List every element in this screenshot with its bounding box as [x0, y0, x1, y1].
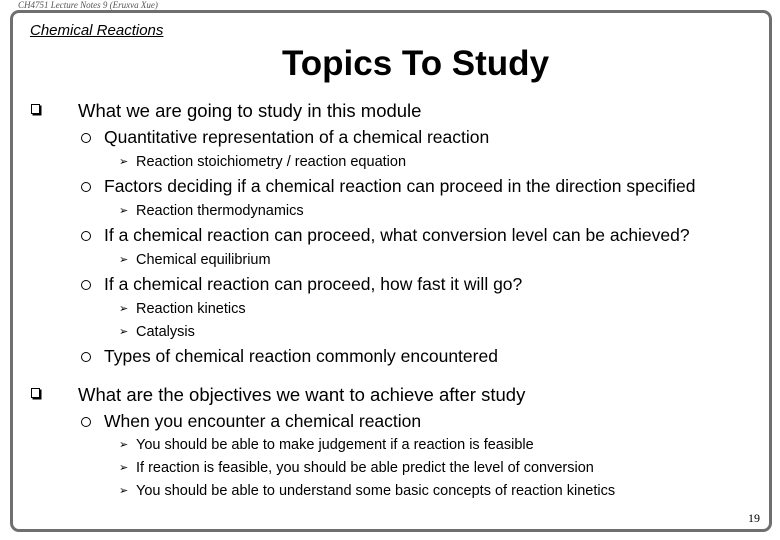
arrow-bullet-icon: ➢: [119, 439, 129, 451]
arrow-bullet-icon: ➢: [119, 326, 129, 338]
circle-bullet-icon: [81, 231, 91, 241]
subitem-1-3-1: Chemical equilibrium: [136, 252, 271, 268]
square-bullet-icon: [31, 104, 40, 114]
circle-bullet-icon: [81, 417, 91, 427]
section-heading-1: What we are going to study in this module: [78, 100, 422, 121]
arrow-bullet-icon: ➢: [119, 205, 129, 217]
item-1-3: If a chemical reaction can proceed, what conversion level can be achieved?: [104, 225, 690, 245]
subitem-1-4-2: Catalysis: [136, 324, 195, 340]
page-number: 19: [748, 511, 760, 525]
arrow-bullet-icon: ➢: [119, 156, 129, 168]
arrow-bullet-icon: ➢: [119, 303, 129, 315]
item-1-1: Quantitative representation of a chemical reaction: [104, 127, 490, 147]
section-heading-2: What are the objectives we want to achieve after study: [78, 384, 526, 405]
subitem-1-2-1: Reaction thermodynamics: [136, 203, 304, 219]
circle-bullet-icon: [81, 352, 91, 362]
item-1-2: Factors deciding if a chemical reaction can proceed in the direction specified: [104, 176, 696, 196]
circle-bullet-icon: [81, 182, 91, 192]
circle-bullet-icon: [81, 280, 91, 290]
arrow-bullet-icon: ➢: [119, 485, 129, 497]
subitem-1-1-1: Reaction stoichiometry / reaction equation: [136, 154, 407, 170]
arrow-bullet-icon: ➢: [119, 254, 129, 266]
subitem-2-1-2: If reaction is feasible, you should be able predict the level of conversion: [136, 460, 594, 476]
slide-title: Topics To Study: [282, 44, 550, 83]
square-bullet-icon: [31, 388, 40, 398]
subitem-2-1-3: You should be able to understand some basic concepts of reaction kinetics: [136, 483, 616, 499]
header-note: CH4751 Lecture Notes 9 (Eruxva Xue): [18, 0, 158, 10]
item-1-5: Types of chemical reaction commonly encountered: [104, 346, 498, 366]
course-title: Chemical Reactions: [30, 22, 164, 39]
circle-bullet-icon: [81, 133, 91, 143]
item-1-4: If a chemical reaction can proceed, how fast it will go?: [104, 274, 523, 294]
slide-frame: [10, 10, 772, 532]
subitem-1-4-1: Reaction kinetics: [136, 301, 246, 317]
subitem-2-1-1: You should be able to make judgement if a reaction is feasible: [136, 437, 534, 453]
item-2-1: When you encounter a chemical reaction: [104, 411, 422, 431]
arrow-bullet-icon: ➢: [119, 462, 129, 474]
